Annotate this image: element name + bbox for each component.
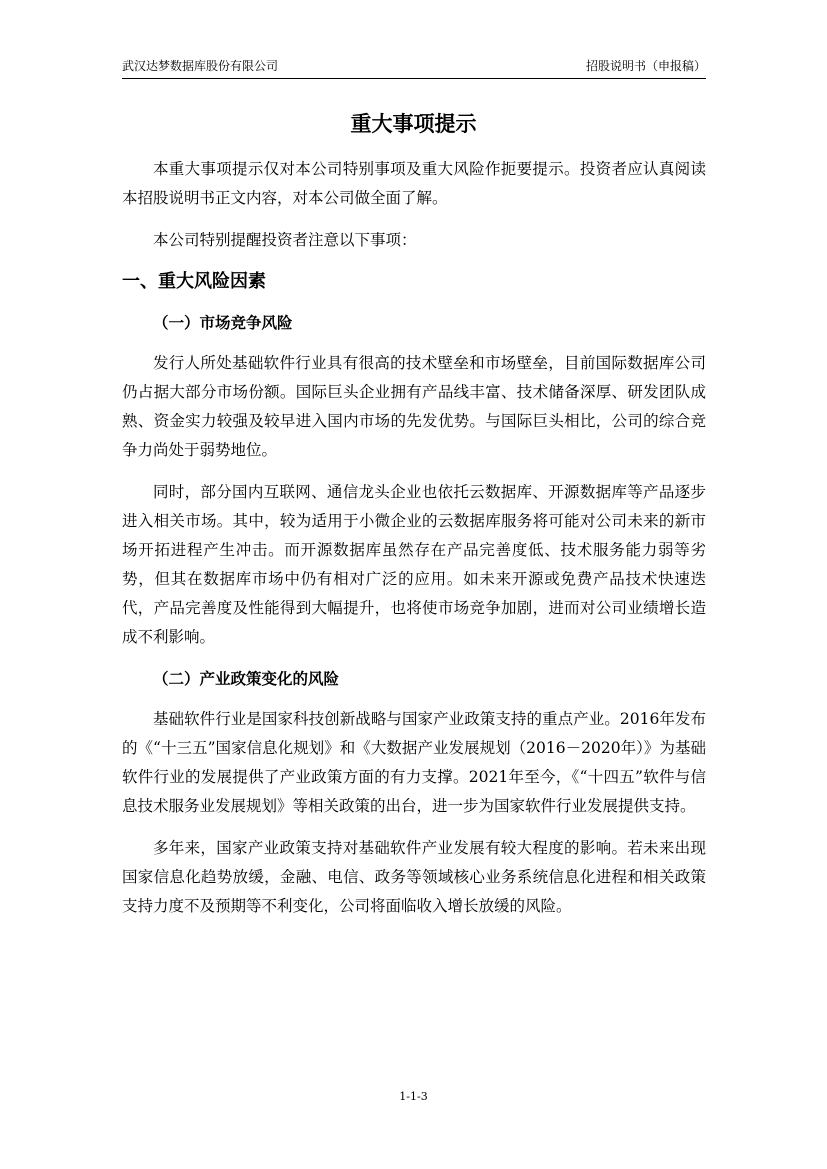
body-paragraph: 多年来，国家产业政策支持对基础软件产业发展有较大程度的影响。若未来出现国家信息化趋势放缓，金融、电信、政务等领域核心业务系统信息化进程和相关政策支持力度不及预期等不利变化，公司将面临收入增长放缓的风险。 bbox=[122, 839, 706, 915]
header-divider bbox=[122, 78, 706, 79]
subsection-heading: （一）市场竞争风险 bbox=[153, 314, 293, 332]
header-company-name: 武汉达梦数据库股份有限公司 bbox=[122, 59, 279, 73]
page-header bbox=[122, 58, 706, 74]
body-paragraph: 发行人所处基础软件行业具有很高的技术壁垒和市场壁垒，目前国际数据库公司仍占据大部分市场份额。国际巨头企业拥有产品线丰富、技术储备深厚、研发团队成熟、资金实力较强及较早进入国内市场的先发优势。与国际巨头相比，公司的综合竞争力尚处于弱势地位。 bbox=[122, 354, 706, 459]
intro-paragraph: 本重大事项提示仅对本公司特别事项及重大风险作扼要提示。投资者应认真阅读本招股说明书正文内容，对本公司做全面了解。 bbox=[122, 160, 706, 207]
body-paragraph: 同时，部分国内互联网、通信龙头企业也依托云数据库、开源数据库等产品逐步进入相关市场。其中，较为适用于小微企业的云数据库服务将可能对公司未来的新市场开拓进程产生冲击。而开源数据库虽然存在产品完善度低、技术服务能力弱等劣势，但其在数据库市场中仍有相对广泛的应用。如未来开源或免费产品技术快速迭代，产品完善度及性能得到大幅提升，也将使市场竞争加剧，进而对公司业绩增长造成不利影响。 bbox=[122, 483, 706, 646]
subsection-heading: （二）产业政策变化的风险 bbox=[153, 670, 340, 688]
body-paragraph: 基础软件行业是国家科技创新战略与国家产业政策支持的重点产业。2016年发布的《“十三五”国家信息化规划》和《大数据产业发展规划（2016－2020年）》为基础软件行业的发展提供了产业政策方面的有力支撑。2021年至今，《“十四五”软件与信息技术服务业发展规划》等相关政策的出台，进一步为国家软件行业发展提供支持。 bbox=[122, 710, 706, 815]
intro-paragraph: 本公司特别提醒投资者注意以下事项： bbox=[153, 231, 417, 249]
page-title: 重大事项提示 bbox=[350, 112, 477, 136]
page-number: 1-1-3 bbox=[399, 1090, 428, 1103]
document-body bbox=[122, 155, 706, 934]
section-heading: 一、重大风险因素 bbox=[122, 271, 266, 292]
header-document-type: 招股说明书（申报稿） bbox=[585, 59, 706, 73]
